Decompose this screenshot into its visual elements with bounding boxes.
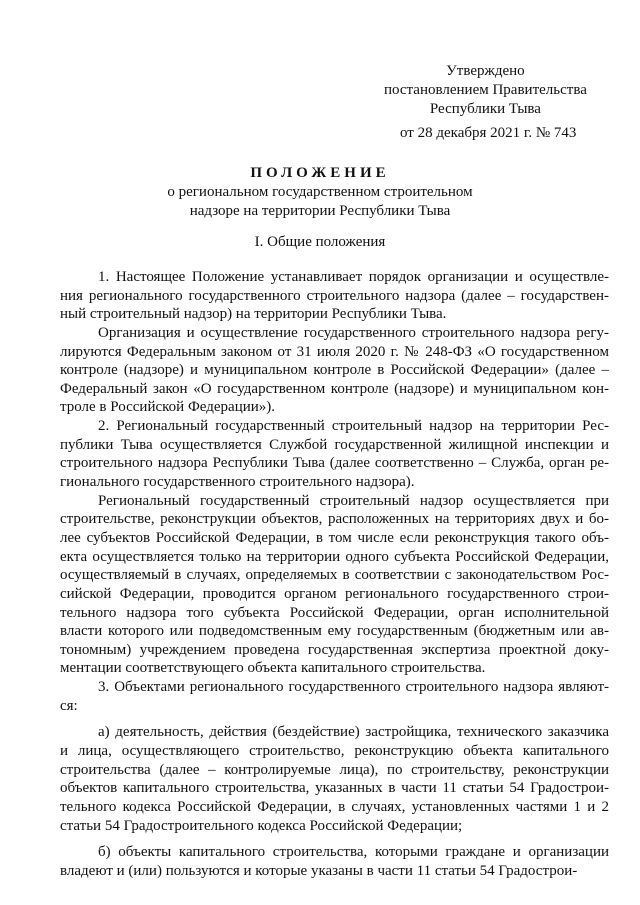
paragraph-line: Региональный государственный строительный надзор осуществляется при: [98, 492, 609, 509]
approval-line: постановлением Правительства: [384, 82, 587, 98]
paragraph-line: ментации соответствующего объекта капитального строительства.: [60, 660, 486, 677]
approval-date: от 28 декабря 2021 г. № 743: [400, 125, 577, 141]
subtitle-line: о региональном государственном строительном: [167, 184, 473, 200]
document-title: ПОЛОЖЕНИЕ: [250, 165, 390, 181]
paragraph-line: сийской Федерации, проводится органом регионального государственного строи-: [60, 585, 609, 602]
paragraph-line: Федеральный закон «О государственном контроле (надзоре) и муниципальном кон-: [60, 380, 609, 397]
paragraph-line: власти которого или подведомственным ему государственным (бюджетным или ав-: [60, 623, 609, 640]
paragraph-gap: [60, 715, 609, 723]
paragraph-line: гионального государственного строительного надзора).: [60, 474, 415, 491]
paragraph-gap: [60, 835, 609, 843]
subtitle-line: надзоре на территории Республики Тыва: [189, 203, 451, 219]
paragraph-line: екта осуществляется только на территории одного субъекта Российской Федерации,: [60, 548, 609, 565]
paragraph-line: 2. Региональный государственный строительный надзор на территории Рес-: [98, 418, 609, 435]
paragraph-line: строительства (далее – контролируемые лица), по строительству, реконструкции: [60, 761, 609, 778]
paragraph-line: ния регионального государственного строительного надзора (далее – государствен-: [60, 287, 609, 304]
paragraph-line: лее субъектов Российской Федерации, в том числе если реконструкция такого объ-: [60, 529, 609, 546]
paragraph: [60, 723, 609, 835]
paragraph-line: 3. Объектами регионального государственного строительного надзора являют-: [98, 679, 609, 696]
paragraph-line: статьи 54 Градостроительного кодекса Российской Федерации;: [60, 817, 463, 834]
approval-stamp: [384, 62, 587, 119]
paragraph: [60, 268, 609, 324]
paragraph: [60, 417, 609, 492]
paragraph-line: контроле (надзоре) и муниципальном контроле в Российской Федерации» (далее –: [60, 362, 609, 379]
paragraph-line: 1. Настоящее Положение устанавливает порядок организации и осуществле-: [98, 269, 609, 285]
paragraph-line: строительстве, реконструкции объектов, расположенных на территориях двух и бо-: [60, 511, 609, 528]
paragraph-line: тономным) учреждением проведена государственная экспертиза проектной доку-: [60, 641, 609, 658]
document-body: [60, 268, 609, 881]
paragraph-line: владеют и (или) пользуются и которые указаны в части 11 статьи 54 Градострои-: [60, 862, 578, 879]
paragraph-line: ный строительный надзор) на территории Республики Тыва.: [60, 306, 447, 323]
paragraph-line: Организация и осуществление государственного строительного надзора регу-: [98, 324, 609, 341]
paragraph-line: тельного кодекса Российской Федерации, в случаях, установленных частями 1 и 2: [60, 798, 609, 815]
paragraph-line: объектов капитального строительства, указанных в части 11 статьи 54 Градострои-: [60, 780, 609, 797]
paragraph-line: троле в Российской Федерации»).: [60, 399, 276, 416]
paragraph-line: лируются Федеральным законом от 31 июля 2020 г. № 248-ФЗ «О государственном: [60, 343, 609, 360]
paragraph: [60, 492, 609, 678]
approval-line: Республики Тыва: [429, 101, 541, 117]
paragraph-line: публики Тыва осуществляется Службой государственной жилищной инспекции и: [60, 436, 609, 453]
paragraph: [60, 843, 609, 880]
paragraph-line: строительного надзора Республики Тыва (далее соответственно – Служба, орган ре-: [60, 455, 609, 472]
paragraph-line: тельного надзора того субъекта Российской Федерации, орган исполнительной: [60, 604, 609, 621]
paragraph: [60, 324, 609, 417]
paragraph-line: б) объекты капитального строительства, которыми граждане и организации: [98, 844, 609, 861]
paragraph: [60, 678, 609, 715]
approval-line: Утверждено: [446, 63, 525, 79]
paragraph-line: ся:: [60, 697, 78, 714]
paragraph-line: осуществляемый в случаях, определяемых в соответствии с законодательством Рос-: [60, 567, 609, 584]
paragraph-line: и лица, осуществляющего строительство, реконструкцию объекта капитального: [60, 743, 609, 760]
document-subtitle: [0, 183, 640, 221]
section-heading: I. Общие положения: [254, 234, 386, 250]
paragraph-line: а) деятельность, действия (бездействие) застройщика, технического заказчика: [98, 724, 609, 741]
